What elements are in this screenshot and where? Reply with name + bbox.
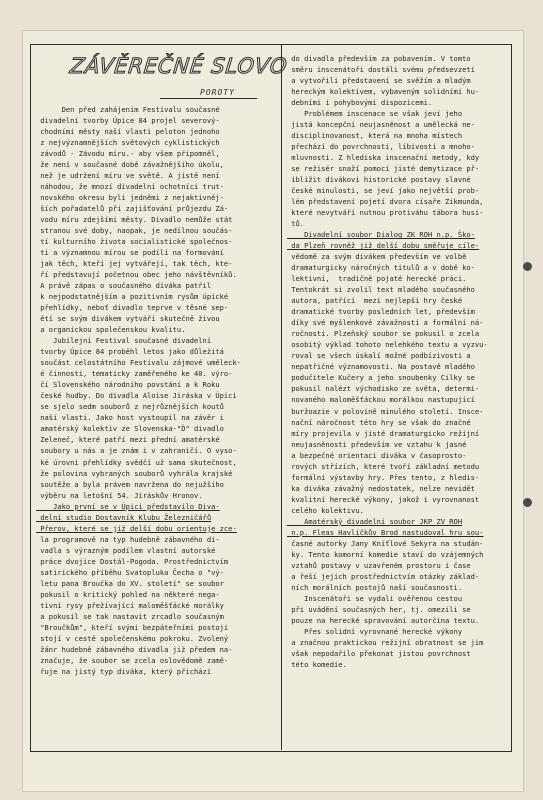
text-line: n.p. Fleas Havlíčkův Brod nastudoval hru sou- bbox=[287, 527, 484, 537]
text-line: součást celostátního Festivalu zájmové uměleck- bbox=[36, 358, 241, 368]
text-line: do divadla především za pobavením. V tomto bbox=[287, 54, 471, 63]
text-line: že není v současné době závažnějšího úkolu, bbox=[36, 160, 224, 170]
text-line: iblížit divákovi historické postavy slavné bbox=[287, 175, 471, 185]
text-line: ětí se svým divákem vytváří skutečně živou bbox=[36, 314, 220, 324]
text-line: debními i pohybovými dispozicemi. bbox=[287, 98, 433, 108]
text-line: české minulosti, se jeví jako největší prob- bbox=[287, 186, 480, 196]
text-line: "Broučkům", kteří svými bezpáteřními postoji bbox=[36, 622, 229, 632]
text-line: naší vlasti. Jako host vystoupil na závěr i bbox=[36, 413, 224, 423]
text-line: tů. bbox=[287, 219, 305, 229]
left-column bbox=[36, 104, 241, 677]
author-underline bbox=[160, 98, 257, 99]
text-line: ročnosti. Plzeňský soubor se pokusil o zcela bbox=[287, 329, 480, 339]
punch-hole bbox=[523, 262, 532, 271]
text-line: divadelní tvorby Úpice 84 projel severový- bbox=[36, 116, 220, 126]
text-line: žánr hudebně zábavného divadla již předem na- bbox=[36, 644, 233, 654]
text-line: novského okresu byli jedněmi z nejaktivněj- bbox=[36, 193, 224, 203]
text-line: Zeleneč, které patří mezi přední amatérské bbox=[36, 435, 220, 445]
text-line: stojí v cestě společenskému pokroku. Zvolený bbox=[36, 633, 229, 643]
text-line: neujasněnosti především ve vztahu k jasné bbox=[287, 439, 467, 449]
text-line: Problémem inscenace se však jeví jeho bbox=[287, 109, 463, 119]
text-line: z nejvýznamnějších světových cyklistických bbox=[36, 138, 220, 148]
text-line: míry projevila v jisté dramaturgicko režijní bbox=[287, 428, 480, 438]
text-line: formální výstavby hry. Přes tento, z hledis- bbox=[287, 472, 480, 482]
text-line: pokusil nalézt východisko ze světa, determi- bbox=[287, 384, 480, 394]
text-line: ké úrovni přehlídky svědčí už sama skutečnost, bbox=[36, 457, 237, 467]
document-title: ZÁVĚREČNÉ SLOVO bbox=[68, 54, 289, 78]
text-line: této komedie. bbox=[287, 659, 347, 669]
text-line: časné autorky Jany Kníťlové Sekyra na studán- bbox=[287, 538, 484, 548]
text-line: se sjelo sedm souborů z nejrůznějších koutů bbox=[36, 402, 224, 412]
text-line: osobitý výklad tohoto nelehkého textu a vyzvu- bbox=[287, 340, 488, 350]
text-line: Amatérský divadelní soubor JKP ZV ROH bbox=[287, 516, 463, 526]
text-line: tivní rysy přežívající maloměšťácké morálky bbox=[36, 600, 224, 610]
text-line: Jubilejní Festival současné divadelní bbox=[36, 336, 212, 346]
text-line: kvalitní herecké výkony, jakož i vyrovnanost bbox=[287, 494, 480, 504]
text-line: vztahů postavy v uzavřeném prostoru i čase bbox=[287, 560, 471, 570]
text-line: přehlídky, neboť divadlo teprve v těsné sep- bbox=[36, 303, 229, 313]
right-column bbox=[287, 53, 488, 670]
text-line: la programově na typ hudebně zábavného di- bbox=[36, 534, 220, 544]
text-line: čí Slovenského národního povstání a k Roku bbox=[36, 380, 220, 390]
text-line: rových střízích, které tvoří základní metodu bbox=[287, 461, 480, 471]
text-line: ších pořadatelů při zajišťování průjezdu Zá- bbox=[36, 204, 229, 214]
text-line: směru inscenátoři dostáli svému předsevzetí bbox=[287, 65, 475, 75]
text-line: jistá koncepční neujasněnost a umělecká ne- bbox=[287, 120, 475, 130]
text-line: značuje, že soubor se zcela oslovědomě zamě- bbox=[36, 655, 229, 665]
text-line: ka diváka závažný nedostatek, nelze nevidět bbox=[287, 483, 475, 493]
text-line: amatérský kolektiv ze Slovenska-"Ď" divadlo bbox=[36, 424, 224, 434]
text-line: chodními městy naší vlasti peloton jednoho bbox=[36, 127, 220, 137]
text-line: soutěže a byla právem navržena do nejužšího bbox=[36, 479, 224, 489]
text-line: vědomě za svým divákem především ve volbě bbox=[287, 252, 467, 262]
text-line: dramatické tvorby posledních let, především bbox=[287, 307, 475, 317]
text-line: Přes solidní vyrovnané herecké výkony bbox=[287, 626, 463, 636]
text-line: Jako první se v Úpici představilo Diva- bbox=[36, 501, 220, 511]
text-line: soubory u nás a je znám i v zahraničí. O vyso- bbox=[36, 446, 237, 456]
text-line: ních morálních postojů naší současnosti. bbox=[287, 582, 463, 592]
text-line: buržoazie v polovině minulého století. Insce- bbox=[287, 406, 484, 416]
punch-hole bbox=[523, 498, 532, 507]
text-line: Tentokrát si zvolil text mladého současného bbox=[287, 285, 475, 295]
text-line: letu pana Broučka do XV. století" se soubor bbox=[36, 578, 224, 588]
text-line: při uvádění současných her, tj. omezili se bbox=[287, 604, 471, 614]
text-line: autora, patřící mezi nejlepší hry české bbox=[287, 296, 463, 306]
text-line: díky své myšlenkové závažnosti a formální ná- bbox=[287, 318, 484, 328]
text-line: da Plzeň rovněž již delší dobu směřuje cíle- bbox=[287, 241, 480, 251]
text-line: lém představení pojetí dvora císaře Zikmunda, bbox=[287, 197, 484, 207]
text-line: vadla s výrazným podílem vlastní autorské bbox=[36, 545, 216, 555]
text-line: vodu míru zdejšími městy. Divadlo nemůže stát bbox=[36, 215, 233, 225]
text-line: řuje na jistý typ diváka, který přichází bbox=[36, 666, 212, 676]
text-line: ti a významnou mírou se podílí na formování bbox=[36, 248, 224, 258]
text-line: nepatřičné významovosti. Na postavě mladého bbox=[287, 362, 475, 372]
text-line: ří představují početnou obec jeho návštěvníků. bbox=[36, 270, 237, 280]
text-line: nační náročnost této hry se však do značné bbox=[287, 417, 471, 427]
text-line: pouze na herecké spravování autorčina textu. bbox=[287, 615, 480, 625]
text-line: však nepodařilo překonat jistou povrchnost bbox=[287, 648, 471, 658]
text-line: lektivní, tradičně pojaté herecké práci. bbox=[287, 274, 467, 284]
document-author: POROTY bbox=[200, 88, 235, 97]
text-line: že polovina vybraných souborů vyhrála krajské bbox=[36, 468, 233, 478]
text-line: práce dvojice Dostál-Pogoda. Prostřednictvím bbox=[36, 556, 229, 566]
text-line: Inscenátoři se vydali ověřenou cestou bbox=[287, 593, 463, 603]
text-line: Přerov, které se již delší dobu orientuje zce- bbox=[36, 523, 237, 533]
text-line: é činnosti, tematicky zaměřeného ke 40. výro- bbox=[36, 369, 233, 379]
text-line: než je udržení míru ve světě. A jistě není bbox=[36, 171, 220, 181]
text-line: ky. Tento komorní komedie staví do vzájemných bbox=[287, 549, 484, 559]
text-line: k nejpodstatnějším a pozitivním rysům úpické bbox=[36, 292, 229, 302]
text-line: A právě zápas o současného diváka patřil bbox=[36, 281, 212, 291]
text-line: podučitele Kučery a jeho snoubenky Cilky se bbox=[287, 373, 475, 383]
column-divider bbox=[281, 44, 282, 750]
text-line: delní studio Dostavník Klubu Železničářů bbox=[36, 512, 212, 522]
text-line: dramaturgicky náročných titulů a v době ko- bbox=[287, 263, 475, 273]
text-line: hereckým kolektivem, vybaveným solidními hu- bbox=[287, 87, 480, 97]
text-line: závodů - Závodu míru.- aby všem připomněl, bbox=[36, 149, 220, 159]
text-line: které nevytváří nutnou protiváhu tábora husi- bbox=[287, 208, 484, 218]
text-line: a vytvořili představení se svěžím a mladým bbox=[287, 76, 471, 86]
text-line: celého kolektivu. bbox=[287, 505, 364, 515]
text-line: Divadelní soubor Dialog ZK ROH n.p. Ško- bbox=[287, 230, 475, 240]
text-line: tvorby Úpice 84 proběhl letos jako důležitá bbox=[36, 347, 224, 357]
text-line: satirického příběhu Svatopluka Čecha o "vý- bbox=[36, 567, 224, 577]
text-line: novaného maloměšťáckou morálkou nastupující bbox=[287, 395, 475, 405]
text-line: a organickou společenskou kvalitu. bbox=[36, 325, 186, 335]
text-line: roval se všech úskalí možné podbízivosti a bbox=[287, 351, 471, 361]
text-line: výběru na letošní 54. Jiráskův Hronov. bbox=[36, 490, 203, 500]
text-line: české hudby. Do divadla Aloise Jiráska v Úpici bbox=[36, 391, 237, 401]
text-line: se režisér snaží pomocí jisté demytizace př- bbox=[287, 164, 480, 174]
text-line: přechází do povrchnosti, líbivosti a mnoho- bbox=[287, 142, 475, 152]
text-line: tí kulturního života socialistické společnos- bbox=[36, 237, 233, 247]
text-line: stranou své doby, naopak, je nedílnou součás- bbox=[36, 226, 233, 236]
text-line: a bezpečné orientaci diváka v časoprosto- bbox=[287, 450, 467, 460]
text-line: a řeší jejich prostřednictvím otázky základ- bbox=[287, 571, 480, 581]
text-line: náhodou, že mnozí divadelní ochotníci trut- bbox=[36, 182, 224, 192]
text-line: disciplinovanost, která na mnoha místech bbox=[287, 131, 463, 141]
text-line: a pokusil se tak nastavit zrcadlo současným bbox=[36, 611, 224, 621]
text-line: Den před zahájením Festivalu současné bbox=[36, 105, 220, 114]
text-line: mluvnosti. Z hlediska inscenační metody, kdy bbox=[287, 153, 480, 163]
text-line: pokusil o kritický pohled na některé nega- bbox=[36, 589, 220, 599]
text-line: jak těch, kteří jej vytvářejí, tak těch, kte- bbox=[36, 259, 233, 269]
text-line: a značnou praktickou režijní obratnost se jim bbox=[287, 637, 484, 647]
